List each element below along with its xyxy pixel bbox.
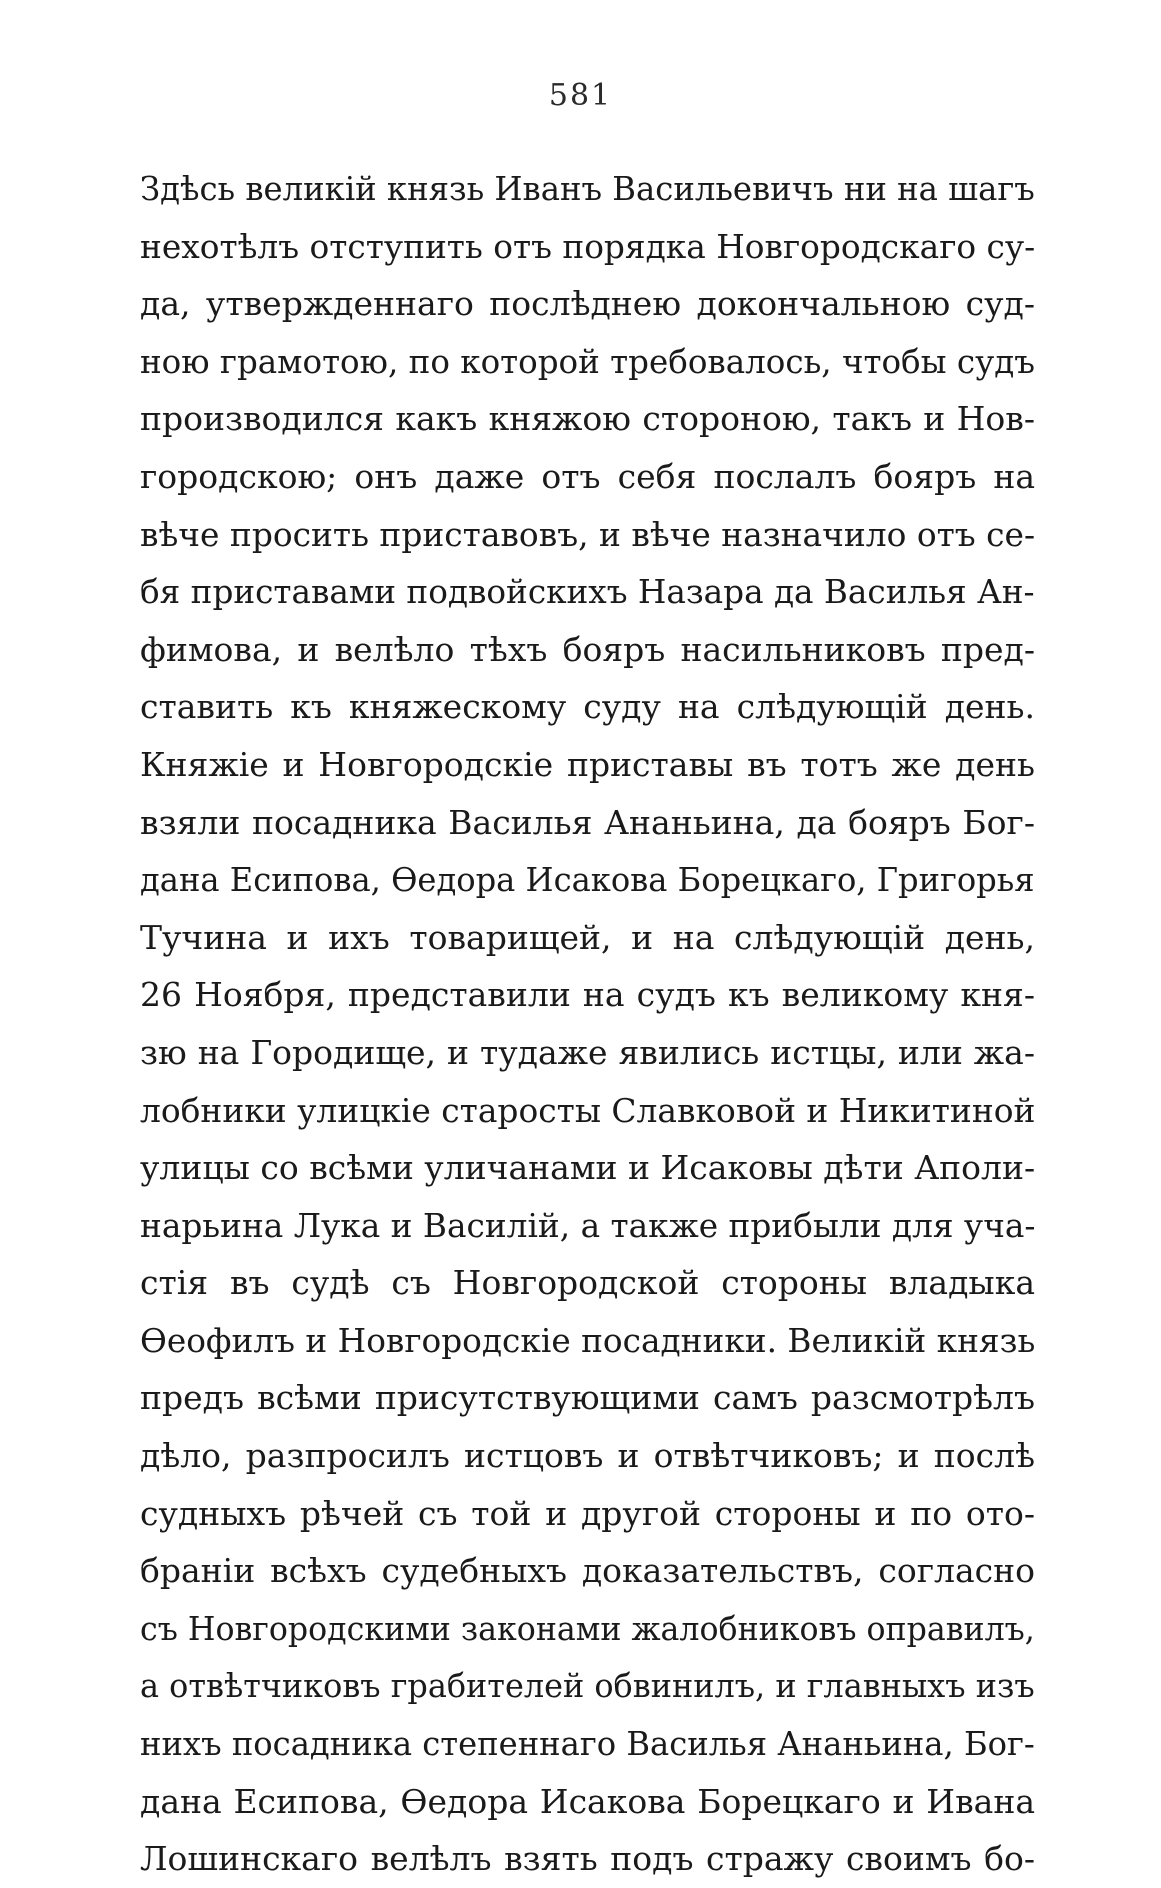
text-line: нехотѣлъ отступить отъ порядка Новгородскаго су- <box>140 226 1036 266</box>
text-line: Ѳеофилъ и Новгородскіе посадники. Великій князь <box>140 1320 1036 1360</box>
text-line: предъ всѣми присутствующими самъ разсмотрѣлъ <box>140 1378 1035 1418</box>
text-line: взяли посадника Василья Ананьина, да бояръ Бог- <box>140 802 1035 842</box>
text-line: бя приставами подвойскихъ Назара да Василья Ан- <box>140 572 1035 612</box>
text-line: ною грамотою, по которой требовалось, чтобы судъ <box>140 341 1035 381</box>
text-line: городскою; онъ даже отъ себя послалъ бояръ на <box>140 456 1035 496</box>
text-line: вѣче просить приставовъ, и вѣче назначило отъ се- <box>140 514 1036 554</box>
text-line: 26 Ноября, представили на судъ къ великому кня- <box>140 975 1035 1015</box>
text-line: да, утвержденнаго послѣднею докончальною суд- <box>140 284 1035 324</box>
text-line: фимова, и велѣло тѣхъ бояръ насильниковъ пред- <box>140 629 1035 669</box>
text-line: дана Есипова, Ѳедора Исакова Борецкаго и Ивана <box>140 1781 1035 1821</box>
body-text <box>140 160 1035 1888</box>
text-line: производился какъ княжою стороною, такъ и Нов- <box>140 399 1035 439</box>
text-line: ставить къ княжескому суду на слѣдующій день. <box>140 687 1035 727</box>
text-line: судныхъ рѣчей съ той и другой стороны и по ото- <box>140 1493 1035 1533</box>
text-line: нихъ посадника степеннаго Василья Ананьина, Бог- <box>140 1724 1035 1764</box>
text-line: улицы со всѣми уличанами и Исаковы дѣти Аполи- <box>140 1148 1036 1188</box>
text-line: дана Есипова, Ѳедора Исакова Борецкаго, Григорья <box>140 860 1035 900</box>
text-line: Тучина и ихъ товарищей, и на слѣдующій день, <box>140 917 1035 957</box>
page-number: 581 <box>548 78 613 113</box>
text-line: съ Новгородскими законами жалобниковъ оправилъ, <box>140 1608 1035 1648</box>
text-line: нарьина Лука и Василій, а также прибыли для уча- <box>140 1205 1036 1245</box>
text-line: зю на Городище, и тудаже явились истцы, или жа- <box>140 1032 1035 1072</box>
text-line: Княжіе и Новгородскіе приставы въ тотъ же день <box>140 744 1035 784</box>
text-line: дѣло, разпросилъ истцовъ и отвѣтчиковъ; и послѣ <box>140 1436 1035 1476</box>
text-line: а отвѣтчиковъ грабителей обвинилъ, и главныхъ изъ <box>140 1666 1035 1706</box>
text-line: Здѣсь великій князь Иванъ Васильевичъ ни на шагъ <box>140 169 1035 208</box>
text-line: браніи всѣхъ судебныхъ доказательствъ, согласно <box>140 1551 1035 1591</box>
text-line: стія въ судѣ съ Новгородской стороны владыка <box>140 1263 1035 1303</box>
text-line: Лошинскаго велѣлъ взять подъ стражу своимъ бо- <box>140 1839 1035 1879</box>
text-line: лобники улицкіе старосты Славковой и Никитиной <box>140 1090 1036 1130</box>
